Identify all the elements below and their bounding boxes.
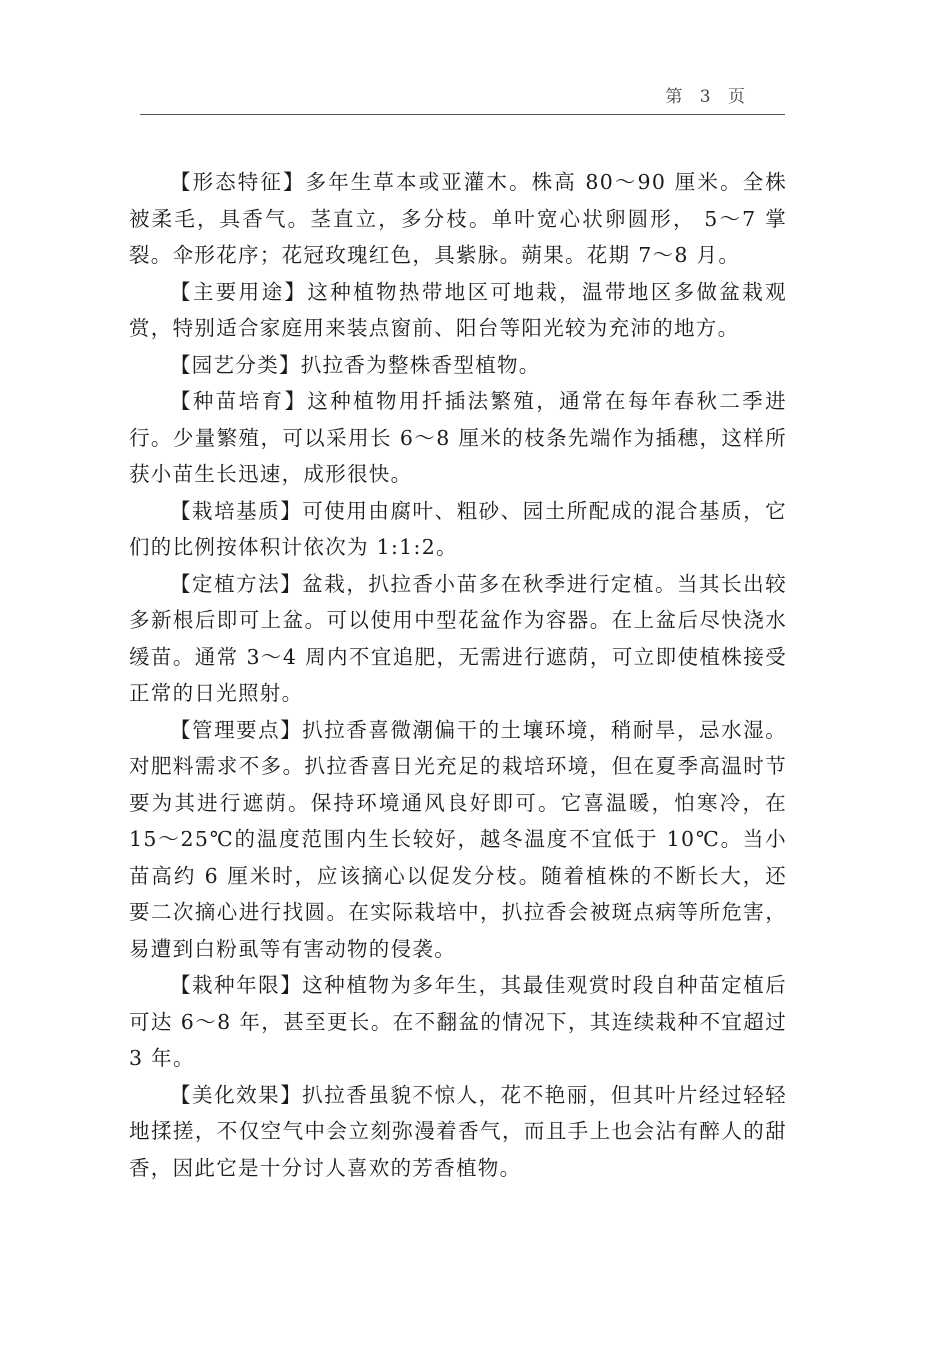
section-text: 扒拉香虽貌不惊人，花不艳丽，但其叶片经过轻轻地揉搓，不仅空气中会立刻弥漫着香气，而且手上也会沾有醉人的甜香，因此它是十分讨人喜欢的芳香植物。 (129, 1082, 787, 1180)
section-label: 【管理要点】 (170, 717, 303, 742)
body-text (129, 164, 787, 1186)
section-text: 可使用由腐叶、粗砂、园土所配成的混合基质，它们的比例按体积计依次为 1:1:2。 (129, 498, 787, 559)
paragraph-morphology (129, 164, 787, 274)
section-label: 【主要用途】 (170, 279, 308, 304)
section-label: 【形态特征】 (170, 170, 306, 194)
paragraph-main-uses (129, 274, 787, 347)
section-label: 【美化效果】 (170, 1082, 303, 1107)
section-text: 这种植物为多年生，其最佳观赏时段自种苗定植后可达 6～8 年，甚至更长。在不翻盆的情况下，其连续栽种不宜超过 3 年。 (129, 973, 787, 1070)
section-text: 扒拉香喜微潮偏干的土壤环境，稍耐旱，忌水湿。对肥料需求不多。扒拉香喜日光充足的栽培环境，但在夏季高温时节要为其进行遮荫。保持环境通风良好即可。它喜温暖，怕寒冷，在 15～25℃的温度范围内生长较好，越冬温度不宜低于 10℃。当小苗高约 6 厘米时，应该摘心以促发分枝。随着植株的不断长大，还要二次摘心进行找圆。在实际栽培中，扒拉香会被斑点病等所危害，易遭到白粉虱等有害动物的侵袭。 (129, 717, 787, 961)
section-text: 这种植物用扦插法繁殖，通常在每年春秋二季进行。少量繁殖，可以采用长 6～8 厘米的枝条先端作为插穗，这样所获小苗生长迅速，成形很快。 (129, 389, 787, 486)
section-text: 多年生草本或亚灌木。株高 80～90 厘米。全株被柔毛，具香气。茎直立，多分枝。单叶宽心状卵圆形， 5～7 掌裂。伞形花序；花冠玫瑰红色，具紫脉。蒴果。花期 7～8 月。 (129, 170, 787, 267)
section-text: 这种植物热带地区可地栽，温带地区多做盆栽观赏，特别适合家庭用来装点窗前、阳台等阳光较为充沛的地方。 (129, 279, 787, 340)
paragraph-planting-method (129, 566, 787, 712)
page-number: 第 3 页 (665, 87, 751, 107)
section-label: 【栽种年限】 (170, 973, 303, 997)
section-label: 【定植方法】 (170, 571, 303, 596)
section-label: 【园艺分类】 (170, 352, 301, 377)
paragraph-care-points (129, 712, 787, 968)
paragraph-decorative-effect (129, 1077, 787, 1187)
page-header (140, 82, 785, 115)
paragraph-substrate (129, 493, 787, 566)
section-text: 盆栽，扒拉香小苗多在秋季进行定植。当其长出较多新根后即可上盆。可以使用中型花盆作为容器。在上盆后尽快浇水缓苗。通常 3～4 周内不宜追肥，无需进行遮荫，可立即使植株接受正常的日光照射。 (129, 571, 787, 705)
section-label: 【种苗培育】 (170, 389, 308, 413)
section-text: 扒拉香为整株香型植物。 (300, 352, 541, 377)
paragraph-horticultural-class (129, 347, 787, 384)
paragraph-propagation (129, 383, 787, 493)
section-label: 【栽培基质】 (170, 498, 303, 523)
paragraph-cultivation-years (129, 967, 787, 1077)
